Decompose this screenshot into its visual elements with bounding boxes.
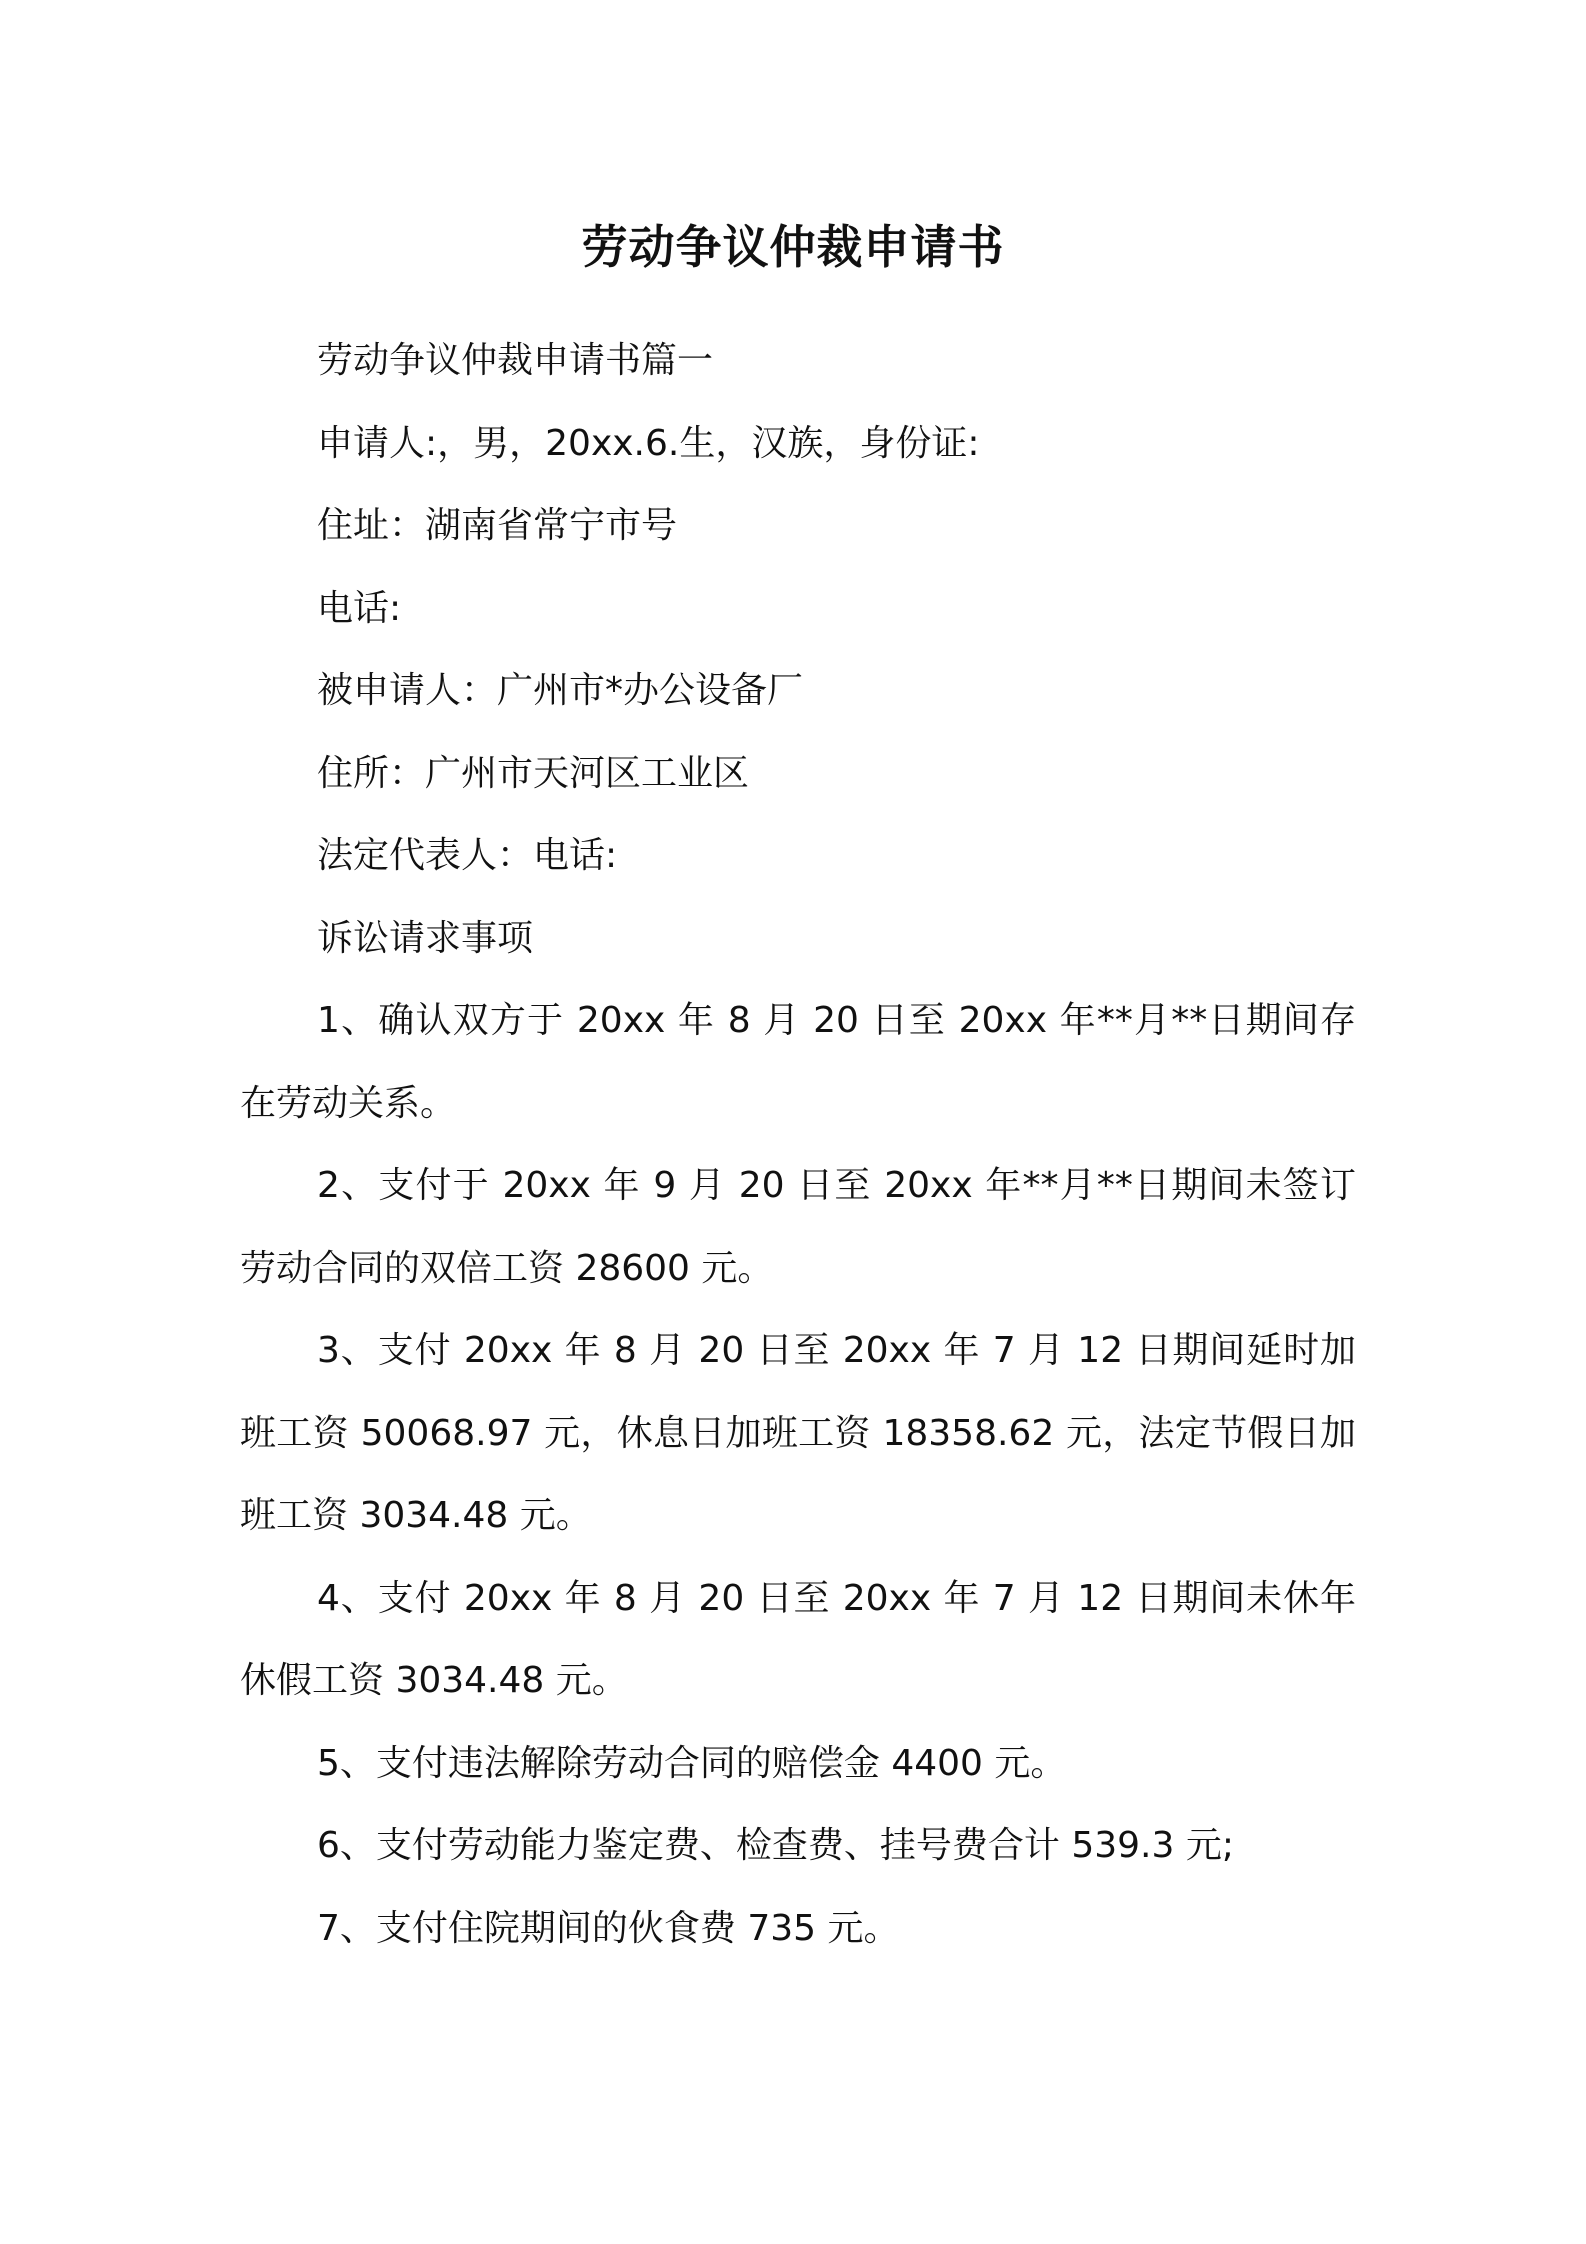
paragraph-applicant-phone: 电话:: [317, 587, 402, 629]
paragraph-claim-2: 2、支付于 20xx 年 9 月 20 日至 20xx 年**月**日期间未签订劳动合同的双倍工资 28600 元。: [240, 1165, 1356, 1289]
document-body: [240, 320, 1356, 1970]
paragraph-claim-4: 4、支付 20xx 年 8 月 20 日至 20xx 年 7 月 12 日期间未休年休假工资 3034.48 元。: [240, 1577, 1356, 1701]
paragraph-subtitle: 劳动争议仲裁申请书篇一: [317, 340, 714, 381]
paragraph-claim-6: 6、支付劳动能力鉴定费、检查费、挂号费合计 539.3 元;: [317, 1825, 1234, 1866]
paragraph-applicant: 申请人:，男，20xx.6.生，汉族，身份证:: [317, 422, 980, 464]
paragraph-claims-heading: 诉讼请求事项: [317, 917, 534, 959]
paragraph-claim-3: 3、支付 20xx 年 8 月 20 日至 20xx 年 7 月 12 日期间延时加班工资 50068.97 元，休息日加班工资 18358.62 元，法定节假日加班工资 3034.48 元。: [240, 1330, 1356, 1536]
paragraph-legal-representative: 法定代表人：电话:: [317, 835, 618, 876]
paragraph-respondent-address: 住所：广州市天河区工业区: [317, 752, 750, 794]
paragraph-claim-5: 5、支付违法解除劳动合同的赔偿金 4400 元。: [317, 1742, 1067, 1784]
document-title: 劳动争议仲裁申请书: [581, 220, 1005, 274]
paragraph-claim-7: 7、支付住院期间的伙食费 735 元。: [317, 1907, 900, 1949]
paragraph-applicant-address: 住址：湖南省常宁市号: [317, 505, 678, 546]
paragraph-respondent: 被申请人：广州市*办公设备厂: [317, 670, 804, 711]
paragraph-claim-1: 1、确认双方于 20xx 年 8 月 20 日至 20xx 年**月**日期间存在劳动关系。: [240, 1000, 1356, 1124]
